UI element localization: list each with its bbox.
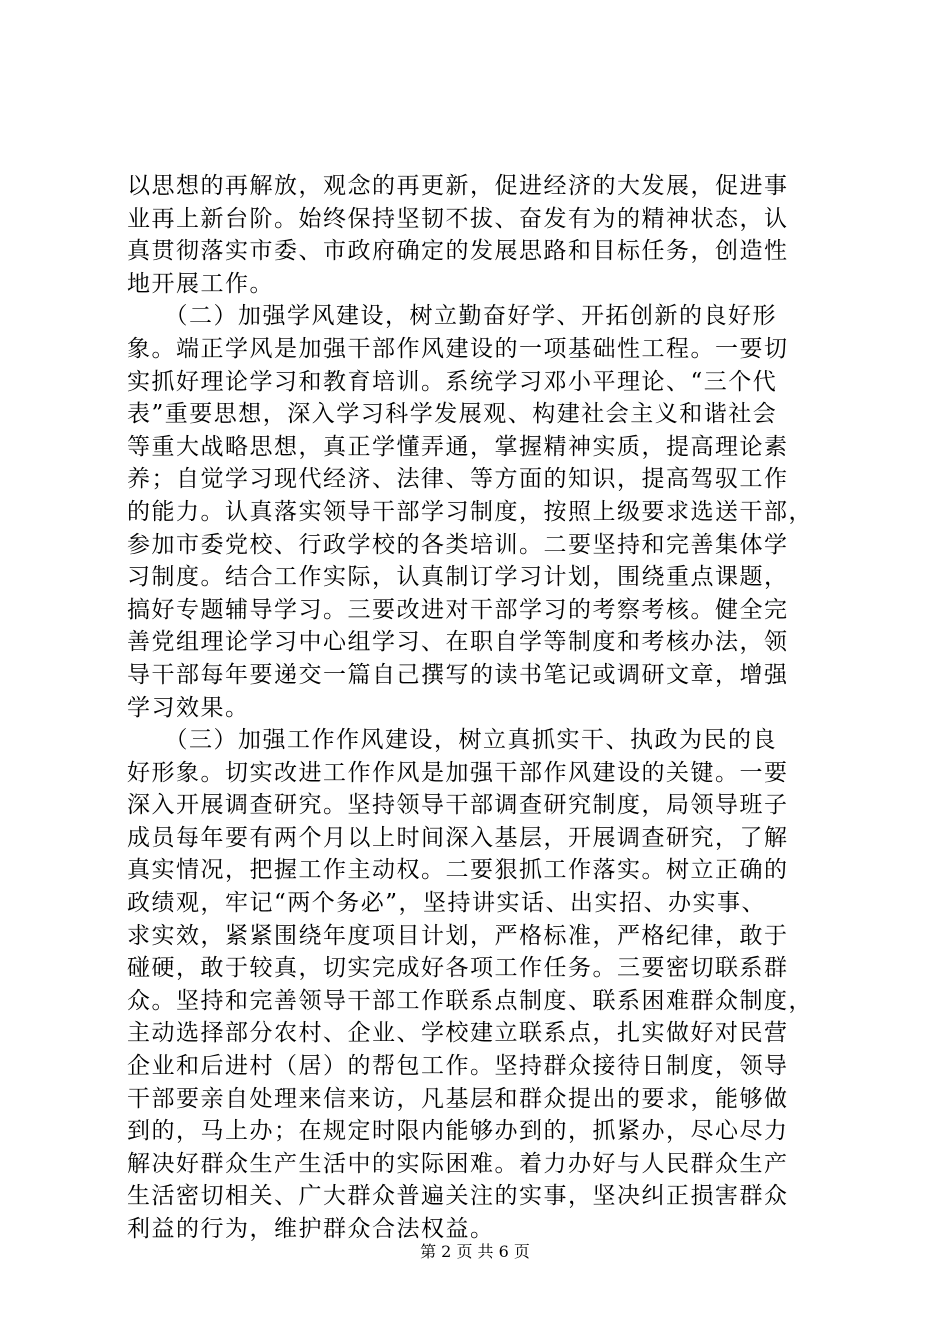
text-line: 以思想的再解放，观念的再更新，促进经济的大发展，促进事 <box>127 173 789 199</box>
text-line: 业再上新台阶。始终保持坚韧不拔、奋发有为的精神状态，认 <box>127 205 789 232</box>
text-line: 导干部每年要递交一篇自己撰写的读书笔记或调研文章，增强 <box>127 661 789 688</box>
text-line: 搞好专题辅导学习。三要改进对干部学习的考察考核。健全完 <box>127 596 789 623</box>
text-line: 习制度。结合工作实际，认真制订学习计划，围绕重点课题， <box>127 564 789 591</box>
text-line: 养；自觉学习现代经济、法律、等方面的知识，提高驾驭工作 <box>127 466 789 493</box>
text-line: 解决好群众生产生活中的实际困难。着力办好与人民群众生产 <box>127 1150 789 1177</box>
text-line: 参加市委党校、行政学校的各类培训。二要坚持和完善集体学 <box>127 531 789 558</box>
text-line: 真贯彻落实市委、市政府确定的发展思路和目标任务，创造性 <box>127 238 789 265</box>
text-line: 好形象。切实改进工作作风是加强干部作风建设的关键。一要 <box>127 759 789 786</box>
page-footer: 第 2 页 共 6 页 <box>420 1242 530 1261</box>
text-line: 生活密切相关、广大群众普遍关注的实事，坚决纠正损害群众 <box>127 1183 789 1210</box>
text-line: 众。坚持和完善领导干部工作联系点制度、联系困难群众制度， <box>127 987 813 1014</box>
text-line: 等重大战略思想，真正学懂弄通，掌握精神实质，提高理论素 <box>127 433 789 460</box>
text-line: 实抓好理论学习和教育培训。系统学习邓小平理论、“三个代 <box>127 368 778 395</box>
text-line: 碰硬，敢于较真，切实完成好各项工作任务。三要密切联系群 <box>127 955 789 982</box>
text-line: 象。端正学风是加强干部作风建设的一项基础性工程。一要切 <box>127 335 789 362</box>
text-line: 企业和后进村（居）的帮包工作。坚持群众接待日制度，领导 <box>127 1053 789 1080</box>
text-line: 政绩观，牢记“两个务必”，坚持讲实话、出实招、办实事、 <box>127 890 767 917</box>
text-line: 成员每年要有两个月以上时间深入基层，开展调查研究，了解 <box>127 824 789 851</box>
text-line: 的能力。认真落实领导干部学习制度，按照上级要求选送干部， <box>127 498 813 525</box>
text-line: 善党组理论学习中心组学习、在职自学等制度和考核办法，领 <box>127 629 789 656</box>
body-text <box>127 170 827 1246</box>
text-line: 地开展工作。 <box>127 270 274 297</box>
text-line: 求实效，紧紧围绕年度项目计划，严格标准，严格纪律，敢于 <box>127 922 789 949</box>
text-line: 主动选择部分农村、企业、学校建立联系点，扎实做好对民营 <box>127 1020 789 1047</box>
text-line: 深入开展调查研究。坚持领导干部调查研究制度，局领导班子 <box>127 792 789 819</box>
text-line: 表”重要思想，深入学习科学发展观、构建社会主义和谐社会 <box>127 401 778 428</box>
text-line: 干部要亲自处理来信来访，凡基层和群众提出的要求，能够做 <box>127 1085 789 1112</box>
text-line: （二）加强学风建设，树立勤奋好学、开拓创新的良好形 <box>127 303 777 330</box>
text-line: （三）加强工作作风建设，树立真抓实干、执政为民的良 <box>127 727 777 754</box>
text-line: 学习效果。 <box>127 694 250 721</box>
text-line: 真实情况，把握工作主动权。二要狠抓工作落实。树立正确的 <box>127 857 789 884</box>
text-line: 到的，马上办；在规定时限内能够办到的，抓紧办，尽心尽力 <box>127 1118 789 1145</box>
text-line: 利益的行为，维护群众合法权益。 <box>127 1216 495 1242</box>
